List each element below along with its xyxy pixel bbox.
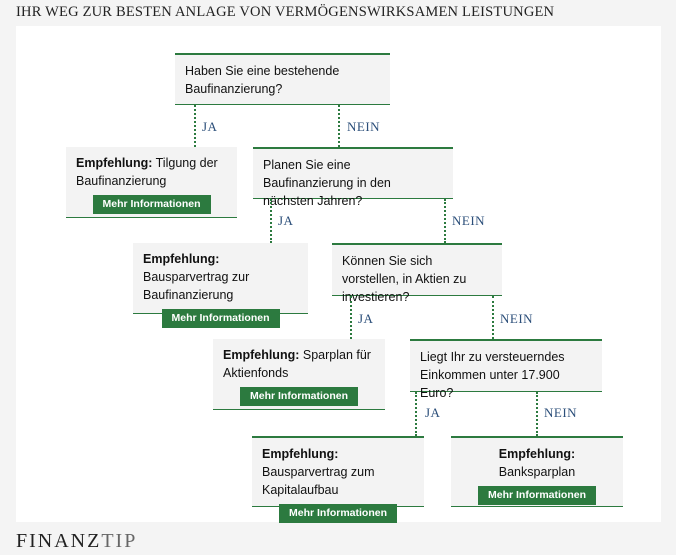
no-label-3: NEIN — [500, 311, 534, 326]
question-box-1 — [175, 53, 390, 105]
question-box-4 — [410, 339, 602, 400]
yes-label-3: JA — [358, 311, 374, 326]
recommendation-label: Empfehlung: — [76, 156, 153, 170]
recommendation-text-4: Bausparvertrag zum Kapitalaufbau — [262, 465, 375, 497]
connector-yes-2 — [270, 199, 272, 243]
recommendation-text-3: Sparplan für Aktienfonds — [223, 348, 371, 380]
brand-part-1: FINANZ — [16, 530, 102, 552]
question-text-1: Haben Sie eine bestehende Baufinanzierung? — [185, 64, 340, 96]
no-label-2: NEIN — [452, 213, 486, 228]
no-label-4: NEIN — [544, 405, 578, 420]
recommendation-box-3 — [213, 339, 385, 410]
connector-no-1 — [338, 105, 340, 147]
more-info-button-3[interactable]: Mehr Informationen — [240, 387, 358, 406]
recommendation-label: Empfehlung: — [262, 447, 339, 461]
recommendation-box-4 — [252, 436, 424, 519]
more-info-button-1[interactable]: Mehr Informationen — [93, 195, 211, 214]
no-label-1: NEIN — [347, 119, 381, 134]
flowchart-panel — [16, 26, 661, 522]
recommendation-box-1 — [66, 147, 237, 218]
question-text-2: Planen Sie eine Baufinanzierung in den nächsten Jahren? — [263, 158, 391, 208]
recommendation-label: Empfehlung: — [223, 348, 300, 362]
connector-no-2 — [444, 199, 446, 243]
more-info-button-4[interactable]: Mehr Informationen — [279, 504, 397, 523]
recommendation-box-2 — [133, 243, 308, 324]
connector-yes-4 — [415, 392, 417, 436]
more-info-button-2[interactable]: Mehr Informationen — [162, 309, 280, 328]
brand-logo — [16, 530, 137, 553]
question-box-2 — [253, 147, 453, 208]
connector-yes-1 — [194, 105, 196, 147]
yes-label-1: JA — [202, 119, 218, 134]
connector-yes-3 — [350, 296, 352, 339]
more-info-button-5[interactable]: Mehr Informationen — [478, 486, 596, 505]
question-box-3 — [332, 243, 502, 304]
recommendation-label: Empfehlung: — [498, 447, 576, 461]
question-text-3: Können Sie sich vorstellen, in Aktien zu investieren? — [342, 254, 467, 304]
recommendation-text-2: Bausparvertrag zur Baufinanzierung — [143, 270, 250, 302]
yes-label-4: JA — [425, 405, 441, 420]
question-text-4: Liegt Ihr zu versteuerndes Einkommen unter 17.900 Euro? — [420, 350, 565, 400]
recommendation-text-5: Banksparplan — [498, 465, 576, 479]
yes-label-2: JA — [278, 213, 294, 228]
recommendation-box-5 — [451, 436, 623, 507]
connector-no-4 — [536, 392, 538, 436]
connector-no-3 — [492, 296, 494, 339]
recommendation-text-1: Tilgung der Baufinanzierung — [76, 156, 218, 188]
brand-part-2: TIP — [101, 530, 138, 552]
page-title: IHR WEG ZUR BESTEN ANLAGE VON VERMÖGENSWIRKSAMEN LEISTUNGEN — [16, 4, 555, 20]
recommendation-label: Empfehlung: — [143, 252, 220, 266]
